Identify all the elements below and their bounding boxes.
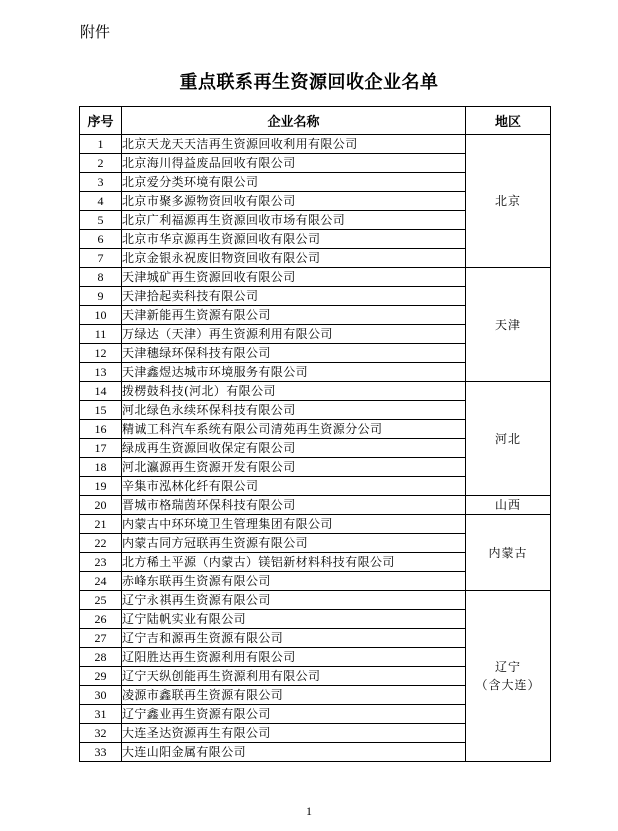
enterprise-name-cell: 大连圣达资源再生有限公司 (122, 724, 466, 743)
header-serial-number: 序号 (80, 107, 122, 135)
region-label: 山西 (494, 498, 521, 512)
enterprise-name-cell: 辛集市泓林化纤有限公司 (122, 477, 466, 496)
serial-number-cell: 22 (80, 534, 122, 553)
table-body (80, 135, 551, 762)
enterprise-name-cell: 辽宁吉和源再生资源有限公司 (122, 629, 466, 648)
table-row (80, 382, 551, 401)
enterprise-name-cell: 天津鑫煜达城市环境服务有限公司 (122, 363, 466, 382)
enterprise-name-cell: 北京金银永祝废旧物资回收有限公司 (122, 249, 466, 268)
serial-number-cell: 7 (80, 249, 122, 268)
enterprise-name-cell: 天津穗绿环保科技有限公司 (122, 344, 466, 363)
enterprise-name-cell: 大连山阳金属有限公司 (122, 743, 466, 762)
enterprise-name-cell: 内蒙古同方冠联再生资源有限公司 (122, 534, 466, 553)
region-cell (466, 382, 551, 496)
enterprise-table (79, 106, 551, 762)
table-row (80, 591, 551, 610)
header-enterprise-name: 企业名称 (122, 107, 466, 135)
enterprise-name-cell: 凌源市鑫联再生资源有限公司 (122, 686, 466, 705)
table-row (80, 496, 551, 515)
serial-number-cell: 17 (80, 439, 122, 458)
serial-number-cell: 13 (80, 363, 122, 382)
enterprise-name-cell: 辽阳胜达再生资源利用有限公司 (122, 648, 466, 667)
enterprise-name-cell: 天津城矿再生资源回收有限公司 (122, 268, 466, 287)
region-label: 内蒙古 (488, 545, 528, 560)
header-region: 地区 (466, 107, 551, 135)
region-cell (466, 496, 551, 515)
table-row (80, 268, 551, 287)
enterprise-name-cell: 精诚工科汽车系统有限公司清苑再生资源分公司 (122, 420, 466, 439)
serial-number-cell: 27 (80, 629, 122, 648)
region-sub-label: （含大连） (475, 678, 541, 692)
enterprise-name-cell: 辽宁鑫业再生资源有限公司 (122, 705, 466, 724)
serial-number-cell: 4 (80, 192, 122, 211)
region-cell (466, 135, 551, 268)
enterprise-name-cell: 辽宁永祺再生资源有限公司 (122, 591, 466, 610)
enterprise-name-cell: 北京市华京源再生资源回收有限公司 (122, 230, 466, 249)
enterprise-name-cell: 北京天龙天天洁再生资源回收利用有限公司 (122, 135, 466, 154)
page-title: 重点联系再生资源回收企业名单 (179, 72, 439, 93)
serial-number-cell: 5 (80, 211, 122, 230)
serial-number-cell: 31 (80, 705, 122, 724)
region-cell (466, 591, 551, 762)
serial-number-cell: 21 (80, 515, 122, 534)
serial-number-cell: 19 (80, 477, 122, 496)
table-row (80, 515, 551, 534)
enterprise-name-cell: 北京爱分类环境有限公司 (122, 173, 466, 192)
enterprise-name-cell: 绿成再生资源回收保定有限公司 (122, 439, 466, 458)
enterprise-name-cell: 晋城市格瑞茵环保科技有限公司 (122, 496, 466, 515)
serial-number-cell: 20 (80, 496, 122, 515)
serial-number-cell: 18 (80, 458, 122, 477)
table-header-row (80, 107, 551, 135)
serial-number-cell: 10 (80, 306, 122, 325)
serial-number-cell: 30 (80, 686, 122, 705)
attachment-label: 附件 (80, 23, 111, 41)
serial-number-cell: 29 (80, 667, 122, 686)
serial-number-cell: 24 (80, 572, 122, 591)
serial-number-cell: 14 (80, 382, 122, 401)
table-row (80, 135, 551, 154)
serial-number-cell: 33 (80, 743, 122, 762)
enterprise-name-cell: 北京海川得益废品回收有限公司 (122, 154, 466, 173)
serial-number-cell: 6 (80, 230, 122, 249)
region-cell (466, 515, 551, 591)
enterprise-name-cell: 拨楞鼓科技(河北）有限公司 (122, 382, 466, 401)
region-label: 天津 (494, 317, 521, 332)
page-number: 1 (306, 804, 312, 818)
enterprise-name-cell: 北京广利福源再生资源回收市场有限公司 (122, 211, 466, 230)
serial-number-cell: 12 (80, 344, 122, 363)
serial-number-cell: 23 (80, 553, 122, 572)
enterprise-name-cell: 天津新能再生资源有限公司 (122, 306, 466, 325)
serial-number-cell: 2 (80, 154, 122, 173)
enterprise-name-cell: 河北瀛源再生资源开发有限公司 (122, 458, 466, 477)
enterprise-name-cell: 辽宁陆帆实业有限公司 (122, 610, 466, 629)
enterprise-name-cell: 北方稀土平源（内蒙古）镁铝新材料科技有限公司 (122, 553, 466, 572)
region-cell (466, 268, 551, 382)
enterprise-name-cell: 河北绿色永续环保科技有限公司 (122, 401, 466, 420)
serial-number-cell: 3 (80, 173, 122, 192)
enterprise-name-cell: 辽宁天纵创能再生资源利用有限公司 (122, 667, 466, 686)
enterprise-name-cell: 天津拾起卖科技有限公司 (122, 287, 466, 306)
enterprise-name-cell: 万绿达（天津）再生资源利用有限公司 (122, 325, 466, 344)
serial-number-cell: 32 (80, 724, 122, 743)
region-label: 辽宁 (494, 660, 521, 674)
serial-number-cell: 28 (80, 648, 122, 667)
region-label: 河北 (494, 431, 521, 446)
serial-number-cell: 11 (80, 325, 122, 344)
enterprise-name-cell: 赤峰东联再生资源有限公司 (122, 572, 466, 591)
enterprise-name-cell: 内蒙古中环环境卫生管理集团有限公司 (122, 515, 466, 534)
serial-number-cell: 15 (80, 401, 122, 420)
region-label: 北京 (494, 194, 521, 208)
serial-number-cell: 16 (80, 420, 122, 439)
serial-number-cell: 26 (80, 610, 122, 629)
serial-number-cell: 1 (80, 135, 122, 154)
serial-number-cell: 8 (80, 268, 122, 287)
serial-number-cell: 9 (80, 287, 122, 306)
serial-number-cell: 25 (80, 591, 122, 610)
enterprise-name-cell: 北京市聚多源物资回收有限公司 (122, 192, 466, 211)
